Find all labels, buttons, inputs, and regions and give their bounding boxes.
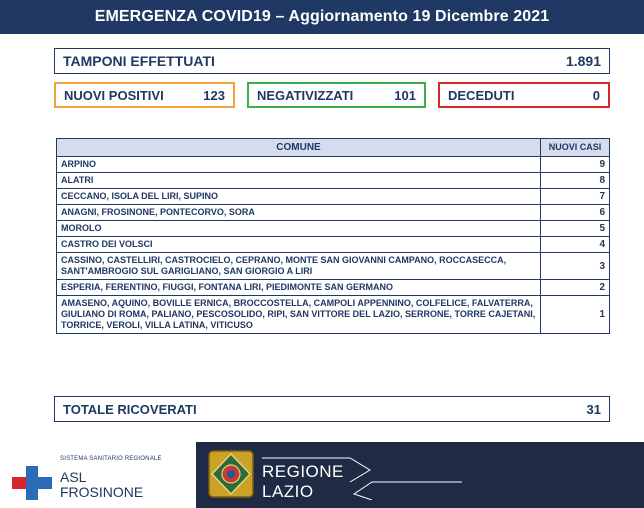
- table-row: [57, 173, 610, 189]
- comuni-table: [56, 138, 610, 334]
- casi-cell: 8: [541, 173, 610, 189]
- page-title: EMERGENZA COVID19 – Aggiornamento 19 Dicembre 2021: [0, 0, 644, 34]
- regione-lazio-banner: [196, 442, 644, 508]
- casi-cell: 2: [541, 280, 610, 296]
- regione-lazio-emblem-icon: [208, 450, 254, 498]
- totale-ricoverati-value: 31: [586, 401, 601, 417]
- negativizzati-value: 101: [394, 87, 416, 103]
- casi-cell: 1: [541, 296, 610, 334]
- table-row: [57, 205, 610, 221]
- comune-cell: ALATRI: [57, 173, 541, 189]
- nuovi-casi-column-header: NUOVI CASI: [541, 139, 610, 157]
- casi-cell: 5: [541, 221, 610, 237]
- nuovi-positivi-value: 123: [203, 87, 225, 103]
- regione-line: REGIONE: [262, 462, 344, 481]
- comune-cell: ESPERIA, FERENTINO, FIUGGI, FONTANA LIRI, PIEDIMONTE SAN GERMANO: [57, 280, 541, 296]
- casi-cell: 3: [541, 253, 610, 280]
- table-row: [57, 296, 610, 334]
- comune-cell: MOROLO: [57, 221, 541, 237]
- casi-cell: 9: [541, 157, 610, 173]
- casi-cell: 6: [541, 205, 610, 221]
- table-row: [57, 253, 610, 280]
- negativizzati-label: NEGATIVIZZATI: [257, 87, 354, 103]
- asl-logo-text: [60, 470, 143, 500]
- table-row: [57, 237, 610, 253]
- asl-line1: ASL: [60, 469, 87, 485]
- comune-cell: AMASENO, AQUINO, BOVILLE ERNICA, BROCCOSTELLA, CAMPOLI APPENNINO, COLFELICE, FALVATERRA, GIULIANO DI ROMA, PALIANO, PESCOSOLIDO, RIPI, SAN VITTORE DEL LAZIO, SERRONE, TORRE CAJETANI, TORRICE, VEROLI, VILLA LATINA, VITICUSO: [57, 296, 541, 334]
- comune-cell: ANAGNI, FROSINONE, PONTECORVO, SORA: [57, 205, 541, 221]
- regione-lazio-text: [262, 462, 344, 502]
- comune-cell: CASTRO DEI VOLSCI: [57, 237, 541, 253]
- table-row: [57, 189, 610, 205]
- asl-cross-icon: [12, 466, 52, 500]
- nuovi-positivi-label: NUOVI POSITIVI: [64, 87, 164, 103]
- deceduti-box: [438, 82, 610, 108]
- table-row: [57, 157, 610, 173]
- negativizzati-box: [247, 82, 426, 108]
- totale-ricoverati-box: [54, 396, 610, 422]
- comune-cell: CASSINO, CASTELLIRI, CASTROCIELO, CEPRANO, MONTE SAN GIOVANNI CAMPANO, ROCCASECCA, SANT'AMBROGIO SUL GARIGLIANO, SAN GIORGIO A LIRI: [57, 253, 541, 280]
- nuovi-positivi-box: [54, 82, 235, 108]
- asl-line2: FROSINONE: [60, 484, 144, 500]
- casi-cell: 4: [541, 237, 610, 253]
- table-row: [57, 221, 610, 237]
- asl-subtitle: SISTEMA SANITARIO REGIONALE: [60, 456, 162, 462]
- deceduti-value: 0: [592, 87, 600, 103]
- tamponi-value: 1.891: [565, 53, 601, 69]
- table-row: [57, 280, 610, 296]
- comune-column-header: COMUNE: [57, 139, 541, 157]
- totale-ricoverati-label: TOTALE RICOVERATI: [63, 401, 197, 417]
- tamponi-label: TAMPONI EFFETTUATI: [63, 53, 215, 69]
- comune-cell: CECCANO, ISOLA DEL LIRI, SUPINO: [57, 189, 541, 205]
- tamponi-box: [54, 48, 610, 74]
- lazio-line: LAZIO: [262, 482, 314, 501]
- deceduti-label: DECEDUTI: [448, 87, 515, 103]
- comune-cell: ARPINO: [57, 157, 541, 173]
- casi-cell: 7: [541, 189, 610, 205]
- table-header-row: [57, 139, 610, 157]
